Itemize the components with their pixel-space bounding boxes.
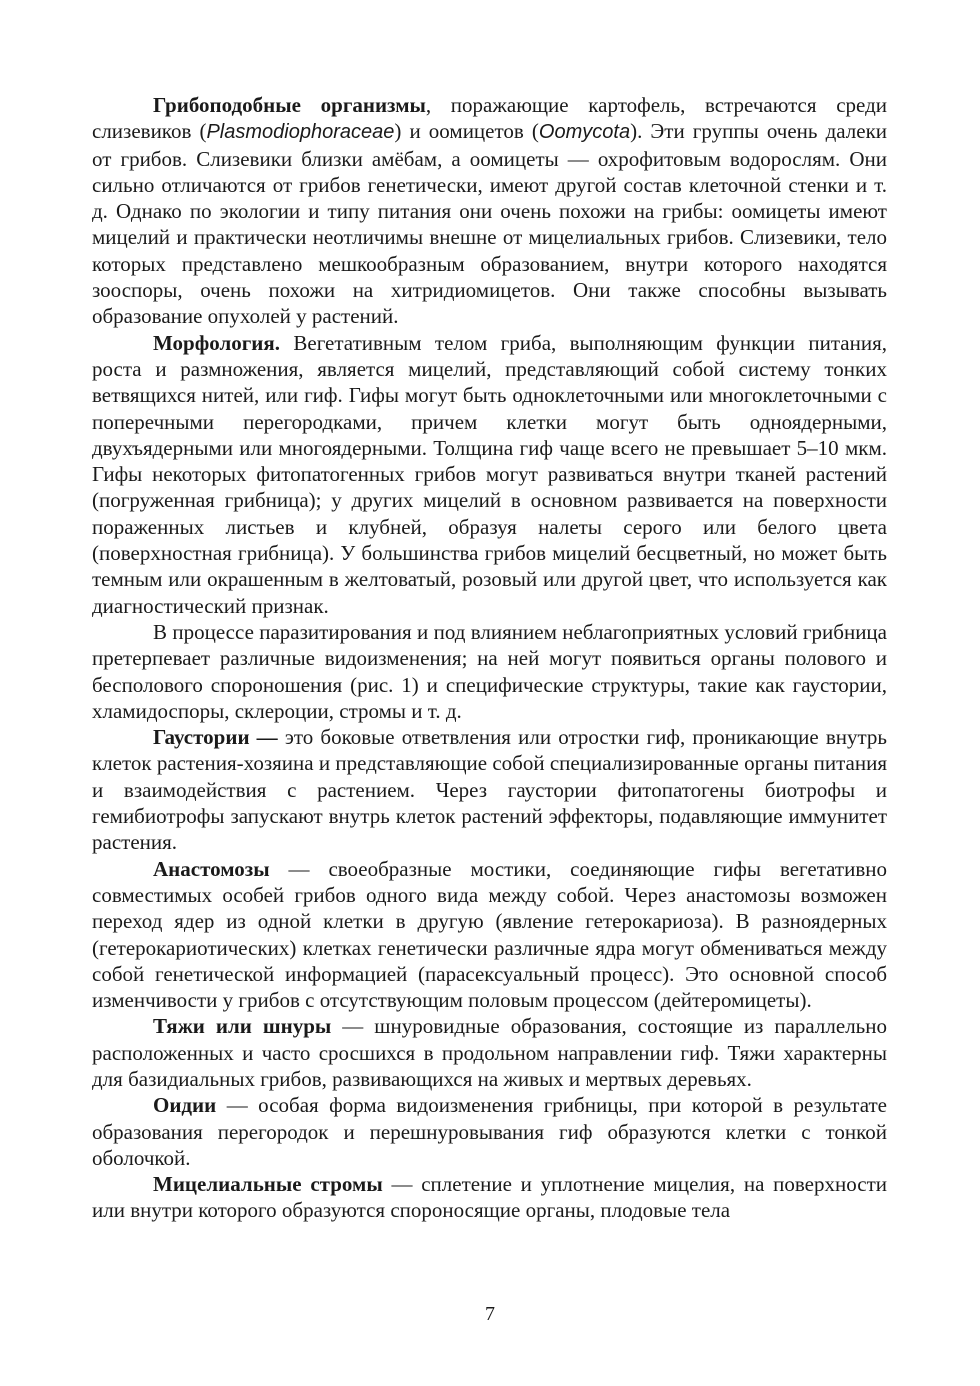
term-morphology: Морфология. bbox=[153, 330, 281, 355]
paragraph-text: В процессе паразитирования и под влиянием неблагоприятных условий грибница претерпевает различные видоизменения; на ней могут появиться органы полового и бесполового спороношения (рис. 1) и специфические структуры, такие как гаустории, хламидоспоры, склероции, стромы и т. д. bbox=[92, 619, 887, 723]
paragraph-text: это боковые ответвления или отростки гиф, проникающие внутрь клеток растения-хозяина и представляющие собой специализированные органы питания и взаимодействия с растением. Через гаустории фитопатогены биотрофы и гемибиотрофы запускают внутрь клеток растений эффекторы, подавляющие иммунитет растения. bbox=[92, 725, 887, 855]
paragraph-morphology bbox=[92, 330, 887, 619]
page-number: 7 bbox=[485, 1303, 495, 1325]
paragraph-text: — сплетение и уплотнение мицелия, на поверхности или внутри которого образуются спороносящие органы, плодовые тела bbox=[92, 1172, 887, 1223]
paragraph-parasitism bbox=[92, 619, 887, 724]
term-fungus-like-organisms: Грибоподобные организмы bbox=[153, 93, 426, 117]
paragraph-oidia bbox=[92, 1092, 887, 1171]
paragraph-text: — особая форма видоизменения грибницы, при которой в результате образования перегородок и перешнуровывания гиф образуются клетки с тонкой оболочкой. bbox=[92, 1093, 887, 1170]
paragraph-text: ) и оомицетов ( bbox=[394, 119, 539, 144]
term-oidia: Оидии bbox=[153, 1093, 217, 1118]
paragraph-haustoria bbox=[92, 724, 887, 855]
paragraph-text: Вегетативным телом гриба, выполняющим функции питания, роста и размножения, является мицелий, представляющий собой систему тонких ветвящихся нитей, или гиф. Гифы могут быть одноклеточными или многоклеточными с поперечными перегородками, причем клетки могут быть одноядерными, двухъядерными или многоядерными. Толщина гиф чаще всего не превышает 5–10 мкм. Гифы некоторых фитопатогенных грибов могут развиваться внутри тканей растений (погруженная грибница); у других мицелий в основном развивается на поверхности пораженных листьев и клубней, образуя налеты серого или белого цвета (поверхностная грибница). У большинства грибов мицелий бесцветный, но может быть темным или окрашенным в желтоватый, розовый или другой цвет, что используется как диагностический признак. bbox=[92, 330, 887, 618]
paragraph-text: — шнуровидные образования, состоящие из параллельно расположенных и часто сросшихся в продольном направлении гиф. Тяжи характерны для базидиальных грибов, развивающихся на живых и мертвых деревьях. bbox=[92, 1014, 887, 1091]
paragraph-text: — своеобразные мостики, соединяющие гифы вегетативно совместимых особей грибов одного вида между собой. Через анастомозы возможен переход ядер из одной клетки в другую (явление гетерокариоза). В разноядерных (гетерокариотических) клетках генетически различные ядра могут обмениваться между собой генетической информацией (парасексуальный процесс). Это основной способ изменчивости у грибов с отсутствующим половым процессом (дейтеромицеты). bbox=[92, 856, 887, 1013]
latin-name-oomycota: Oomycota bbox=[538, 121, 631, 144]
term-anastomoses: Анастомозы bbox=[153, 856, 270, 881]
paragraph-text: , поражающие картофель, встречаются среди слизевиков ( bbox=[92, 93, 887, 144]
page-body bbox=[92, 92, 887, 1224]
paragraph-strands bbox=[92, 1013, 887, 1092]
paragraph-anastomoses bbox=[92, 856, 887, 1014]
paragraph-text: ). Эти группы очень далеки от грибов. Слизевики близки амёбам, а оомицеты — охрофитовым водорослям. Они сильно отличаются от грибов генетически, имеют другой состав клеточной стенки и т. д. Однако по экологии и типу питания они очень похожи на грибы: оомицеты имеют мицелий и практически неотличимы внешне от мицелиальных грибов. Слизевики, тело которых представлено мешкообразным образованием, внутри которого находятся зооспоры, очень похожи на хитридиомицетов. Они также способны вызывать образование опухолей у растений. bbox=[92, 119, 888, 329]
latin-name-plasmodiophoraceae: Plasmodiophoraceae bbox=[206, 121, 395, 144]
term-strands: Тяжи или шнуры bbox=[153, 1014, 332, 1039]
paragraph-fungus-like-organisms bbox=[92, 92, 887, 330]
term-mycelial-stromata: Мицелиальные стромы bbox=[153, 1172, 383, 1197]
term-haustoria: Гаустории — bbox=[153, 725, 278, 750]
paragraph-mycelial-stromata bbox=[92, 1171, 887, 1224]
